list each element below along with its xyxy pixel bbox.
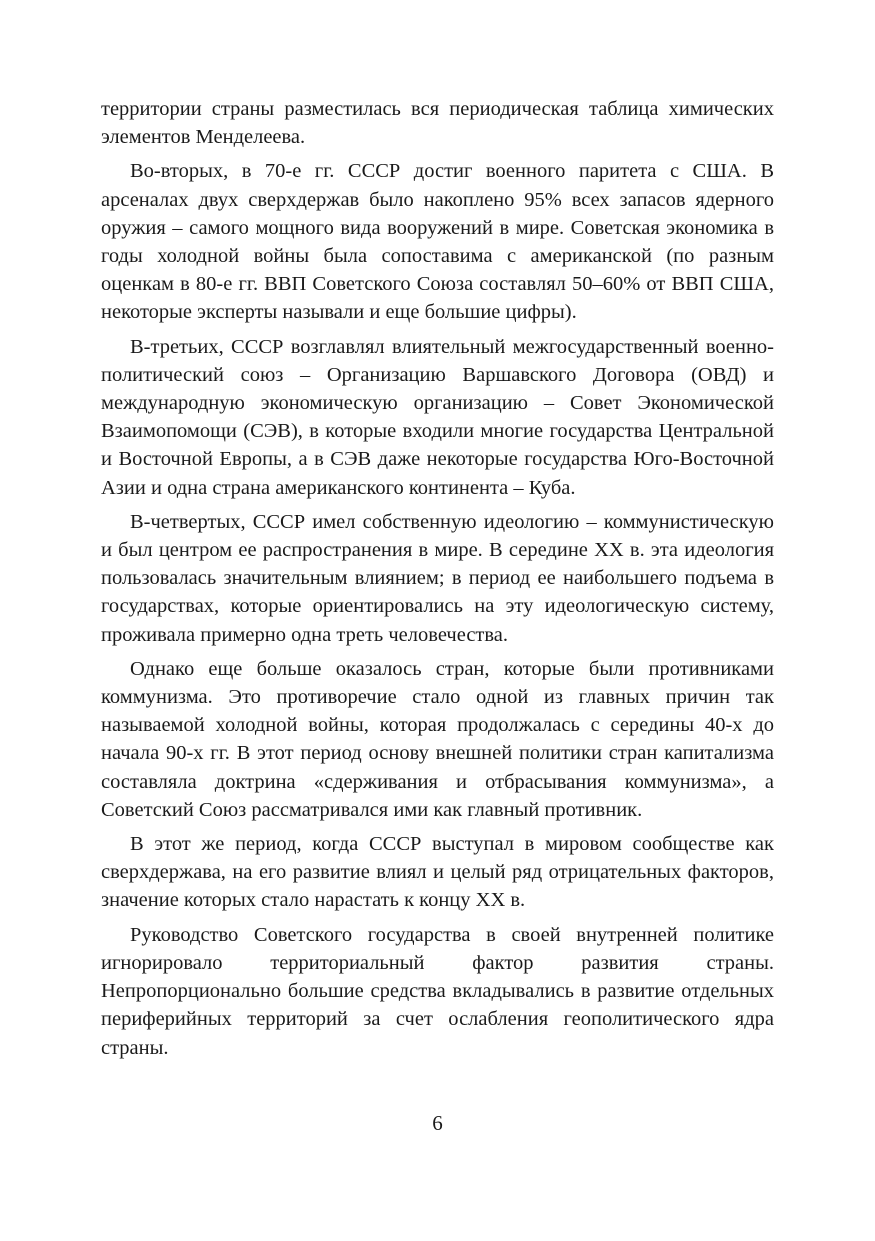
paragraph-military-parity: Во-вторых, в 70-е гг. СССР достиг военного паритета с США. В арсеналах двух сверхдержав было накоплено 95% всех запасов ядерного оружия – самого мощного вида вооружений в мире. Советская экономика в годы холодной войны была сопоставима с американской (по разным оценкам в 80-е гг. ВВП Советского Союза составлял 50–60% от ВВП США, некоторые эксперты называли и еще большие цифры). [101,160,774,324]
paragraph-ideology: В-четвертых, СССР имел собственную идеологию – коммунистическую и был центром ее распространения в мире. В середине XX в. эта идеология пользовалась значительным влиянием; в период ее наибольшего подъема в государствах, которые ориентировались на эту идеологическую систему, проживала примерно одна треть человечества. [101,510,774,646]
paragraph-negative-factors: В этот же период, когда СССР выступал в мировом сообществе как сверхдержава, на его развитие влиял и целый ряд отрицательных факторов, значение которых стало нарастать к концу XX в. [101,833,774,912]
paragraph-cold-war: Однако еще больше оказалось стран, которые были противниками коммунизма. Это противоречие стало одной из главных причин так называемой холодной войны, которая продолжалась с середины 40-х до начала 90-х гг. В этот период основу внешней политики стран капитализма составляла доктрина «сдерживания и отбрасывания коммунизма», а Советский Союз рассматривался ими как главный противник. [101,657,774,821]
page-body [101,95,774,1068]
paragraph-continued: территории страны разместилась вся периодическая таблица химических элементов Менделеева. [101,98,774,149]
page-number: 6 [432,1111,443,1135]
paragraph-territorial-factor: Руководство Советского государства в своей внутренней политике игнорировало территориальный фактор развития страны. Непропорционально большие средства вкладывались в развитие отдельных периферийных территорий за счет ослабления геополитического ядра страны. [101,923,774,1059]
paragraph-warsaw-pact: В-третьих, СССР возглавлял влиятельный межгосударственный военно-политический союз – Организацию Варшавского Договора (ОВД) и международную экономическую организацию – Совет Экономической Взаимопомощи (СЭВ), в которые входили многие государства Центральной и Восточной Европы, а в СЭВ даже некоторые государства Юго-Восточной Азии и одна страна американского континента – Куба. [101,335,774,499]
